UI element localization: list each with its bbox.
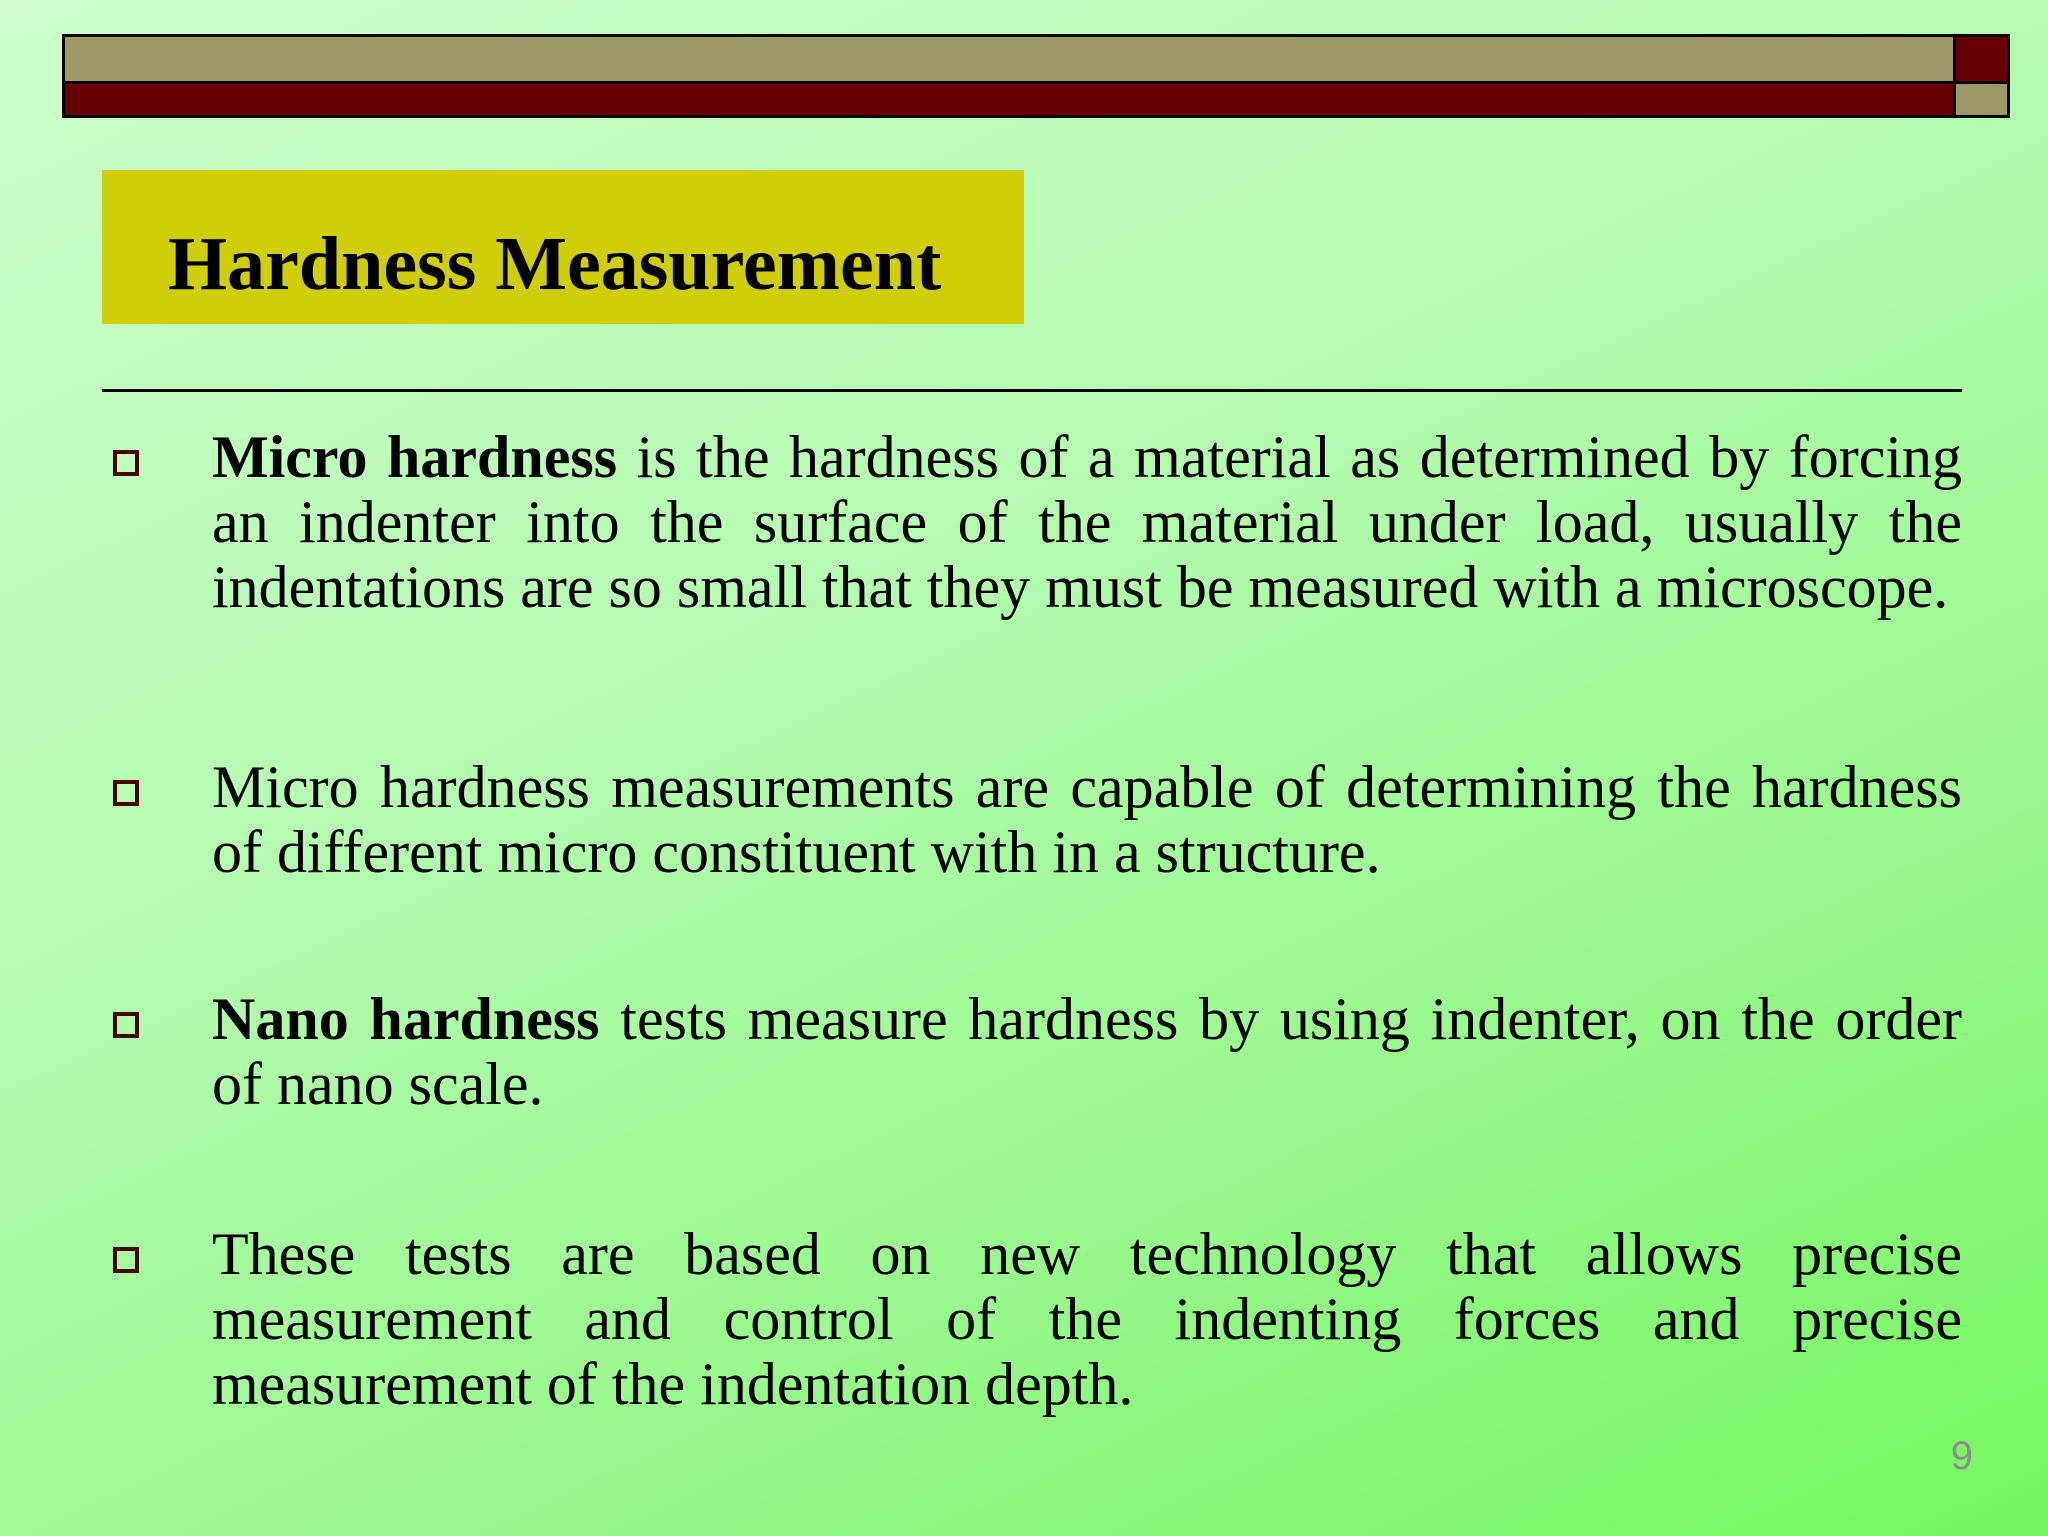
bullet-body: is the hardness of a material as determined by forcing an indenter into the surface of the material under load, usually the indentations are so small that they must be measured with a microscope. bbox=[212, 424, 1962, 620]
bullet-text bbox=[212, 1222, 1962, 1417]
hollow-square-icon bbox=[113, 1247, 139, 1273]
title-divider bbox=[102, 389, 1962, 392]
bullet-body: tests measure hardness by using indenter, on the order of nano scale. bbox=[212, 986, 1962, 1117]
bullet-text bbox=[212, 987, 1962, 1117]
page-number: 9 bbox=[1950, 1434, 1973, 1478]
hollow-square-icon bbox=[113, 450, 139, 476]
header-corner-block-bottom bbox=[1956, 84, 2010, 118]
header-bar-top bbox=[62, 34, 1956, 84]
header-bar-bottom bbox=[62, 84, 1956, 118]
bullet-lead: Nano hardness bbox=[212, 986, 600, 1052]
title-box bbox=[102, 170, 1024, 324]
bullet-lead: Micro hardness bbox=[212, 424, 618, 490]
slide-title: Hardness Measurement bbox=[168, 222, 942, 306]
hollow-square-icon bbox=[113, 1012, 139, 1038]
bullet-text bbox=[212, 425, 1962, 620]
bullet-text bbox=[212, 755, 1962, 885]
bullet-body: Micro hardness measurements are capable of determining the hardness of different micro constituent with in a structure. bbox=[212, 754, 1962, 885]
header-corner-block-top bbox=[1956, 34, 2010, 84]
bullet-body: These tests are based on new technology that allows precise measurement and control of the indenting forces and precise measurement of the indentation depth. bbox=[212, 1221, 1962, 1417]
hollow-square-icon bbox=[113, 780, 139, 806]
